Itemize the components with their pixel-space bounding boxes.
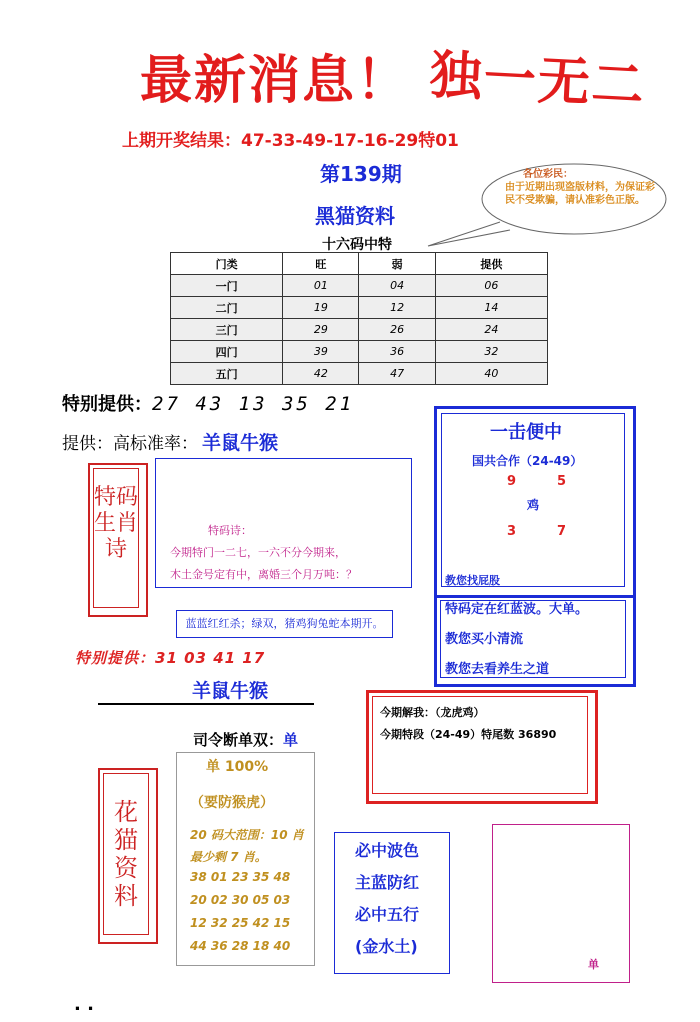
pink-frame <box>492 824 630 983</box>
table-cell: 三门 <box>171 319 283 341</box>
footer-dots: . . <box>74 994 94 1015</box>
table-row <box>171 275 548 297</box>
tema-label: 特码生肖诗 <box>93 468 139 608</box>
table-cell: 24 <box>435 319 547 341</box>
huamao-line: （要防猴虎） <box>190 795 274 811</box>
siling-label: 司令断单双： <box>193 731 284 749</box>
column-header: 弱 <box>359 253 435 275</box>
blue-line: 必中波色 <box>355 841 420 860</box>
table-cell: 14 <box>435 297 547 319</box>
table-cell: 五门 <box>171 363 283 385</box>
column-header: 提供 <box>435 253 547 275</box>
special-provide <box>62 390 354 416</box>
huamao-label: 花猫资料 <box>103 773 149 935</box>
yiji-title: 一击便中 <box>490 422 562 443</box>
heimao-subtitle: 十六码中特 <box>322 237 392 253</box>
red-line: 今期解我：（龙虎鸡） <box>380 706 485 719</box>
column-header: 门类 <box>171 253 283 275</box>
yiji-line: 教您去看养生之道 <box>445 662 550 677</box>
title-part-a: 最新消息！ <box>140 50 411 111</box>
pink-mark: 单 <box>588 958 599 971</box>
huamao-line: 单 100% <box>206 759 269 775</box>
table-cell: 一门 <box>171 275 283 297</box>
table-header-row <box>171 253 548 275</box>
table-row <box>171 319 548 341</box>
bubble-line2: 由于近期出现盗版材料，为保证彩民不受欺骗，请认准彩色正版。 <box>505 182 655 206</box>
siling-value: 单 <box>283 731 299 749</box>
poem <box>170 520 357 586</box>
huamao-line: 20 02 30 05 03 <box>190 893 291 907</box>
table-cell: 47 <box>359 363 435 385</box>
table-cell: 42 <box>283 363 359 385</box>
poem-line: 木土金号定有中，离婚三个月万吨：？ <box>170 568 357 581</box>
table-cell: 40 <box>435 363 547 385</box>
blue-line: (金水土) <box>355 937 418 956</box>
table-cell: 29 <box>283 319 359 341</box>
title-part-b: 独一无二 <box>428 44 648 117</box>
yiji-mid: 鸡 <box>527 498 540 512</box>
huamao-line: 最少剩 7 肖。 <box>190 850 267 864</box>
gaobiao-value: 羊鼠牛猴 <box>202 432 279 454</box>
table-cell: 36 <box>359 341 435 363</box>
table-cell: 04 <box>359 275 435 297</box>
special-numbers: 27 43 13 35 21 <box>152 393 355 415</box>
table-cell: 12 <box>359 297 435 319</box>
huamao-line: 12 32 25 42 15 <box>190 916 291 930</box>
issue-number: 第139期 <box>320 162 402 186</box>
blue-line: 必中五行 <box>355 905 420 924</box>
table-cell: 06 <box>435 275 547 297</box>
poem-title: 特码诗： <box>208 524 252 537</box>
special-label: 特别提供： <box>62 394 152 415</box>
yiji-footer: 教您找屁股 <box>445 574 500 587</box>
yiji-number: 7 <box>557 524 567 539</box>
table-cell: 四门 <box>171 341 283 363</box>
yiji-number: 3 <box>507 524 517 539</box>
table-cell: 26 <box>359 319 435 341</box>
bubble-text <box>505 168 655 207</box>
sha-box: 蓝蓝红红杀；绿双，猪鸡狗兔蛇本期开。 <box>176 610 393 638</box>
table-cell: 二门 <box>171 297 283 319</box>
last-result: 上期开奖结果：47-33-49-17-16-29特01 <box>122 131 459 151</box>
special2-label: 特别提供： <box>75 649 156 667</box>
table-row <box>171 363 548 385</box>
heimao-table <box>170 252 548 385</box>
bubble-line1: 各位彩民： <box>523 169 573 180</box>
poem-line: 今期特门一二七，一六不分今期来， <box>170 546 346 559</box>
table-cell: 19 <box>283 297 359 319</box>
special2-numbers: 31 03 41 17 <box>155 649 266 667</box>
yiji-hezuo: 国共合作（24-49） <box>472 454 583 468</box>
yiji-line: 教您买小清流 <box>445 632 524 647</box>
gaobiao-line <box>62 428 278 455</box>
red-line: 今期特段（24-49）特尾数 36890 <box>380 728 557 741</box>
table-cell: 39 <box>283 341 359 363</box>
heimao-title: 黑猫资料 <box>315 204 395 228</box>
yiji-number: 5 <box>557 474 567 489</box>
table-row <box>171 297 548 319</box>
huamao-line: 44 36 28 18 40 <box>190 939 291 953</box>
gaobiao-label: 提供：高标准率： <box>62 434 198 454</box>
special-provide-2 <box>75 647 265 668</box>
yiji-line: 特码定在红蓝波。大单。 <box>445 602 589 617</box>
huamao-line: 38 01 23 35 48 <box>190 870 291 884</box>
blue-line: 主蓝防红 <box>355 873 420 892</box>
page-title <box>140 38 648 117</box>
divider <box>98 703 314 705</box>
huamao-line: 20 码大范围：10 肖 <box>190 828 304 842</box>
table-row <box>171 341 548 363</box>
siling-line <box>193 729 298 750</box>
table-cell: 01 <box>283 275 359 297</box>
shengxiao-2: 羊鼠牛猴 <box>192 680 269 702</box>
yiji-number: 9 <box>507 474 517 489</box>
column-header: 旺 <box>283 253 359 275</box>
table-cell: 32 <box>435 341 547 363</box>
